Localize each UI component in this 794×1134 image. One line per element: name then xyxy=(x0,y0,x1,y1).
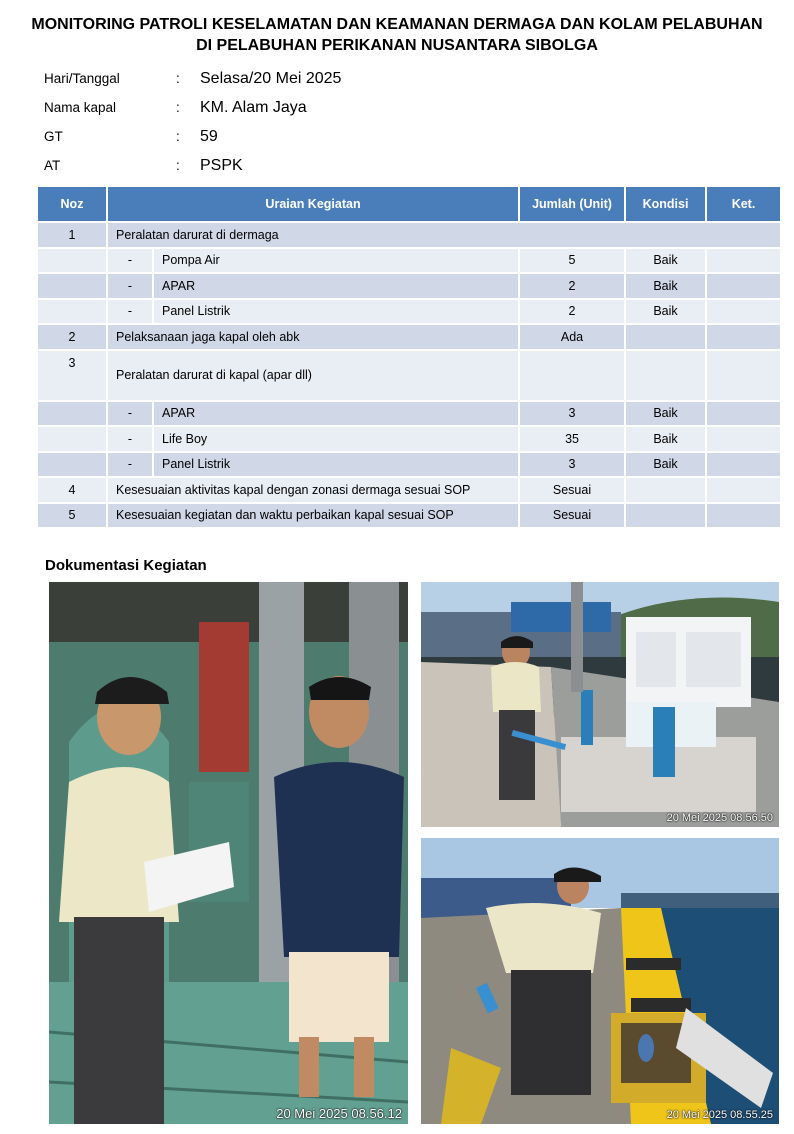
photo-pump-inspection-image xyxy=(421,582,779,827)
cell-quantity: 3 xyxy=(519,401,625,427)
info-colon: : xyxy=(176,158,180,173)
info-row-at xyxy=(44,151,341,180)
cell-notes xyxy=(706,324,781,350)
header-no: Noz xyxy=(37,186,107,222)
table-row xyxy=(37,248,781,274)
cell-condition: Baik xyxy=(625,299,706,325)
cell-quantity: 3 xyxy=(519,452,625,478)
cell-notes xyxy=(706,503,781,529)
photo-dock-inspection-image xyxy=(421,838,779,1124)
cell-dash: - xyxy=(107,401,153,427)
cell-description: Panel Listrik xyxy=(153,452,519,478)
cell-quantity: Ada xyxy=(519,324,625,350)
info-colon: : xyxy=(176,100,180,115)
photo-timestamp: 20 Mei 2025 08.56.12 xyxy=(276,1106,402,1121)
header-condition: Kondisi xyxy=(625,186,706,222)
cell-notes xyxy=(706,273,781,299)
info-row-ship xyxy=(44,93,341,122)
cell-dash: - xyxy=(107,299,153,325)
photo-ship-inspection xyxy=(49,582,408,1124)
cell-no xyxy=(37,273,107,299)
info-colon: : xyxy=(176,71,180,86)
cell-notes xyxy=(706,452,781,478)
header-description: Uraian Kegiatan xyxy=(107,186,519,222)
photo-timestamp: 20 Mei 2025 08.56.50 xyxy=(666,812,773,824)
cell-no xyxy=(37,248,107,274)
table-row xyxy=(37,426,781,452)
cell-quantity: 2 xyxy=(519,273,625,299)
cell-notes xyxy=(706,350,781,401)
info-value: 59 xyxy=(200,127,218,145)
cell-description: Peralatan darurat di kapal (apar dll) xyxy=(107,350,519,401)
photo-pump-inspection xyxy=(421,582,779,827)
table-row xyxy=(37,324,781,350)
cell-no: 3 xyxy=(37,350,107,401)
cell-no: 2 xyxy=(37,324,107,350)
cell-quantity: 5 xyxy=(519,248,625,274)
cell-quantity: Sesuai xyxy=(519,503,625,529)
cell-notes xyxy=(706,426,781,452)
info-value: KM. Alam Jaya xyxy=(200,98,307,116)
info-label: GT xyxy=(44,129,63,144)
cell-dash: - xyxy=(107,273,153,299)
table-row xyxy=(37,452,781,478)
cell-no xyxy=(37,299,107,325)
cell-condition: Baik xyxy=(625,248,706,274)
info-value: Selasa/20 Mei 2025 xyxy=(200,69,342,87)
photo-dock-inspection xyxy=(421,838,779,1124)
header-quantity: Jumlah (Unit) xyxy=(519,186,625,222)
cell-description: Peralatan darurat di dermaga xyxy=(107,222,781,248)
photo-ship-inspection-image xyxy=(49,582,408,1124)
photo-timestamp: 20 Mei 2025 08.55.25 xyxy=(666,1109,773,1121)
cell-dash: - xyxy=(107,248,153,274)
cell-description: APAR xyxy=(153,273,519,299)
cell-notes xyxy=(706,401,781,427)
info-value: PSPK xyxy=(200,156,243,174)
cell-description: Kesesuaian kegiatan dan waktu perbaikan kapal sesuai SOP xyxy=(107,503,519,529)
cell-quantity: 2 xyxy=(519,299,625,325)
info-colon: : xyxy=(176,129,180,144)
cell-dash: - xyxy=(107,452,153,478)
table-row xyxy=(37,401,781,427)
info-label: Nama kapal xyxy=(44,100,117,115)
table-row xyxy=(37,273,781,299)
table-row xyxy=(37,503,781,529)
cell-description: Kesesuaian aktivitas kapal dengan zonasi dermaga sesuai SOP xyxy=(107,477,519,503)
cell-condition: Baik xyxy=(625,426,706,452)
title-line-2: DI PELABUHAN PERIKANAN NUSANTARA SIBOLGA xyxy=(196,37,598,54)
activity-table xyxy=(36,185,782,529)
cell-description: Pompa Air xyxy=(153,248,519,274)
title-line-1: MONITORING PATROLI KESELAMATAN DAN KEAMANAN DERMAGA DAN KOLAM PELABUHAN xyxy=(31,16,763,33)
cell-notes xyxy=(706,248,781,274)
cell-quantity: 35 xyxy=(519,426,625,452)
cell-condition xyxy=(625,477,706,503)
cell-notes xyxy=(706,299,781,325)
info-row-gt xyxy=(44,122,341,151)
document-title xyxy=(0,14,794,56)
table-row xyxy=(37,222,781,248)
info-label: Hari/Tanggal xyxy=(44,71,120,86)
cell-condition: Baik xyxy=(625,273,706,299)
cell-condition: Baik xyxy=(625,401,706,427)
cell-quantity: Sesuai xyxy=(519,477,625,503)
cell-description: Pelaksanaan jaga kapal oleh abk xyxy=(107,324,519,350)
cell-description: Life Boy xyxy=(153,426,519,452)
cell-no: 5 xyxy=(37,503,107,529)
cell-notes xyxy=(706,477,781,503)
cell-quantity xyxy=(519,350,625,401)
info-row-date xyxy=(44,64,341,93)
table-row xyxy=(37,299,781,325)
cell-description: Panel Listrik xyxy=(153,299,519,325)
cell-condition: Baik xyxy=(625,452,706,478)
cell-no xyxy=(37,452,107,478)
table-row xyxy=(37,477,781,503)
table-header-row xyxy=(37,186,781,222)
info-label: AT xyxy=(44,158,61,173)
cell-no xyxy=(37,401,107,427)
cell-no: 1 xyxy=(37,222,107,248)
table-row xyxy=(37,350,781,401)
cell-description: APAR xyxy=(153,401,519,427)
cell-no xyxy=(37,426,107,452)
info-block xyxy=(44,64,341,180)
header-notes: Ket. xyxy=(706,186,781,222)
cell-condition xyxy=(625,503,706,529)
cell-condition xyxy=(625,350,706,401)
cell-dash: - xyxy=(107,426,153,452)
cell-no: 4 xyxy=(37,477,107,503)
documentation-title: Dokumentasi Kegiatan xyxy=(45,557,207,574)
cell-condition xyxy=(625,324,706,350)
